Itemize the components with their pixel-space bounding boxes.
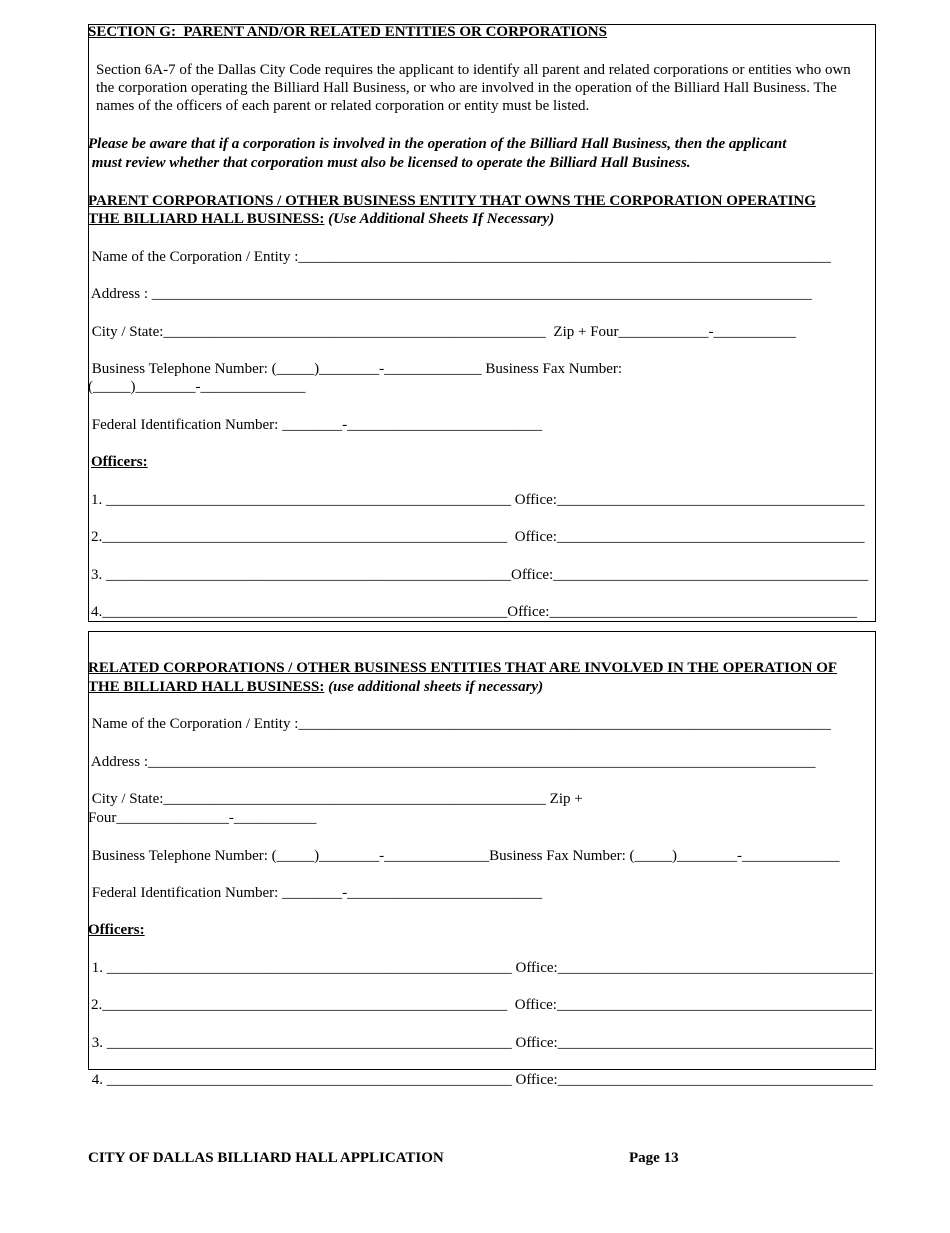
- parent-subheading-line-1: PARENT CORPORATIONS / OTHER BUSINESS ENTITY THAT OWNS THE CORPORATION OPERATING: [88, 193, 816, 209]
- parent-officer-4[interactable]: 4.______________________________________________________Office:_________________________________________: [91, 604, 857, 620]
- related-subheading-note: (use additional sheets if necessary): [324, 679, 544, 695]
- parent-subheading-line-2: [88, 210, 554, 228]
- related-subheading-line-2: [88, 678, 543, 696]
- parent-subheading-title: THE BILLIARD HALL BUSINESS:: [88, 211, 325, 227]
- related-officer-1[interactable]: 1. ______________________________________________________ Office:__________________________________________: [88, 960, 873, 976]
- related-city-field[interactable]: City / State:___________________________________________________ Zip +: [88, 791, 583, 807]
- parent-phone-field[interactable]: Business Telephone Number: (_____)________-_____________ Business Fax Number:: [88, 361, 623, 377]
- parent-officer-2[interactable]: 2.______________________________________________________ Office:_________________________________________: [91, 529, 865, 545]
- related-subheading-title: THE BILLIARD HALL BUSINESS:: [88, 679, 325, 695]
- parent-subheading-note: (Use Additional Sheets If Necessary): [324, 211, 555, 227]
- footer-title: CITY OF DALLAS BILLIARD HALL APPLICATION: [88, 1150, 444, 1166]
- parent-name-field[interactable]: Name of the Corporation / Entity :_______________________________________________________________________: [88, 249, 831, 265]
- related-subheading-line-1: RELATED CORPORATIONS / OTHER BUSINESS ENTITIES THAT ARE INVOLVED IN THE OPERATION OF: [88, 660, 838, 676]
- parent-officer-3[interactable]: 3. ______________________________________________________Office:__________________________________________: [91, 567, 869, 583]
- intro-paragraph: Section 6A-7 of the Dallas City Code requires the applicant to identify all parent and related corporations or entities who own the corporation operating the Billiard Hall Business, or who are involved in the operation of the Billiard Hall Business. The names of the officers of each parent or related corporation or entity must be listed.: [96, 62, 851, 114]
- related-officer-4[interactable]: 4. ______________________________________________________ Office:__________________________________________: [88, 1072, 873, 1088]
- related-phone-fax-field[interactable]: Business Telephone Number: (_____)________-______________Business Fax Number: (_____)________-_____________: [88, 848, 840, 864]
- related-officer-2[interactable]: 2.______________________________________________________ Office:__________________________________________: [91, 997, 872, 1013]
- parent-address-field[interactable]: Address : ________________________________________________________________________________________: [88, 286, 812, 302]
- related-officers-label: Officers:: [88, 922, 145, 938]
- related-address-field[interactable]: Address :_________________________________________________________________________________________: [88, 754, 816, 770]
- related-name-field[interactable]: Name of the Corporation / Entity :_______________________________________________________________________: [88, 716, 831, 732]
- parent-officer-1[interactable]: 1. ______________________________________________________ Office:_________________________________________: [91, 492, 865, 508]
- parent-fed-id-field[interactable]: Federal Identification Number: ________-__________________________: [88, 417, 543, 433]
- page-number: Page 13: [629, 1150, 679, 1166]
- section-heading: SECTION G: PARENT AND/OR RELATED ENTITIES OR CORPORATIONS: [88, 24, 607, 40]
- related-officer-3[interactable]: 3. ______________________________________________________ Office:__________________________________________: [88, 1035, 873, 1051]
- warning-line-1: Please be aware that if a corporation is involved in the operation of the Billiard Hall Business, then the applicant: [88, 136, 787, 152]
- related-zip-field[interactable]: Four_______________-___________: [88, 810, 317, 826]
- parent-fax-field[interactable]: (_____)________-______________: [88, 379, 306, 395]
- warning-line-2: must review whether that corporation must also be licensed to operate the Billiard Hall Business.: [88, 155, 691, 171]
- parent-city-field[interactable]: City / State:___________________________________________________ Zip + Four____________-___________: [88, 324, 797, 340]
- related-fed-id-field[interactable]: Federal Identification Number: ________-__________________________: [88, 885, 543, 901]
- parent-officers-label: Officers:: [91, 454, 148, 470]
